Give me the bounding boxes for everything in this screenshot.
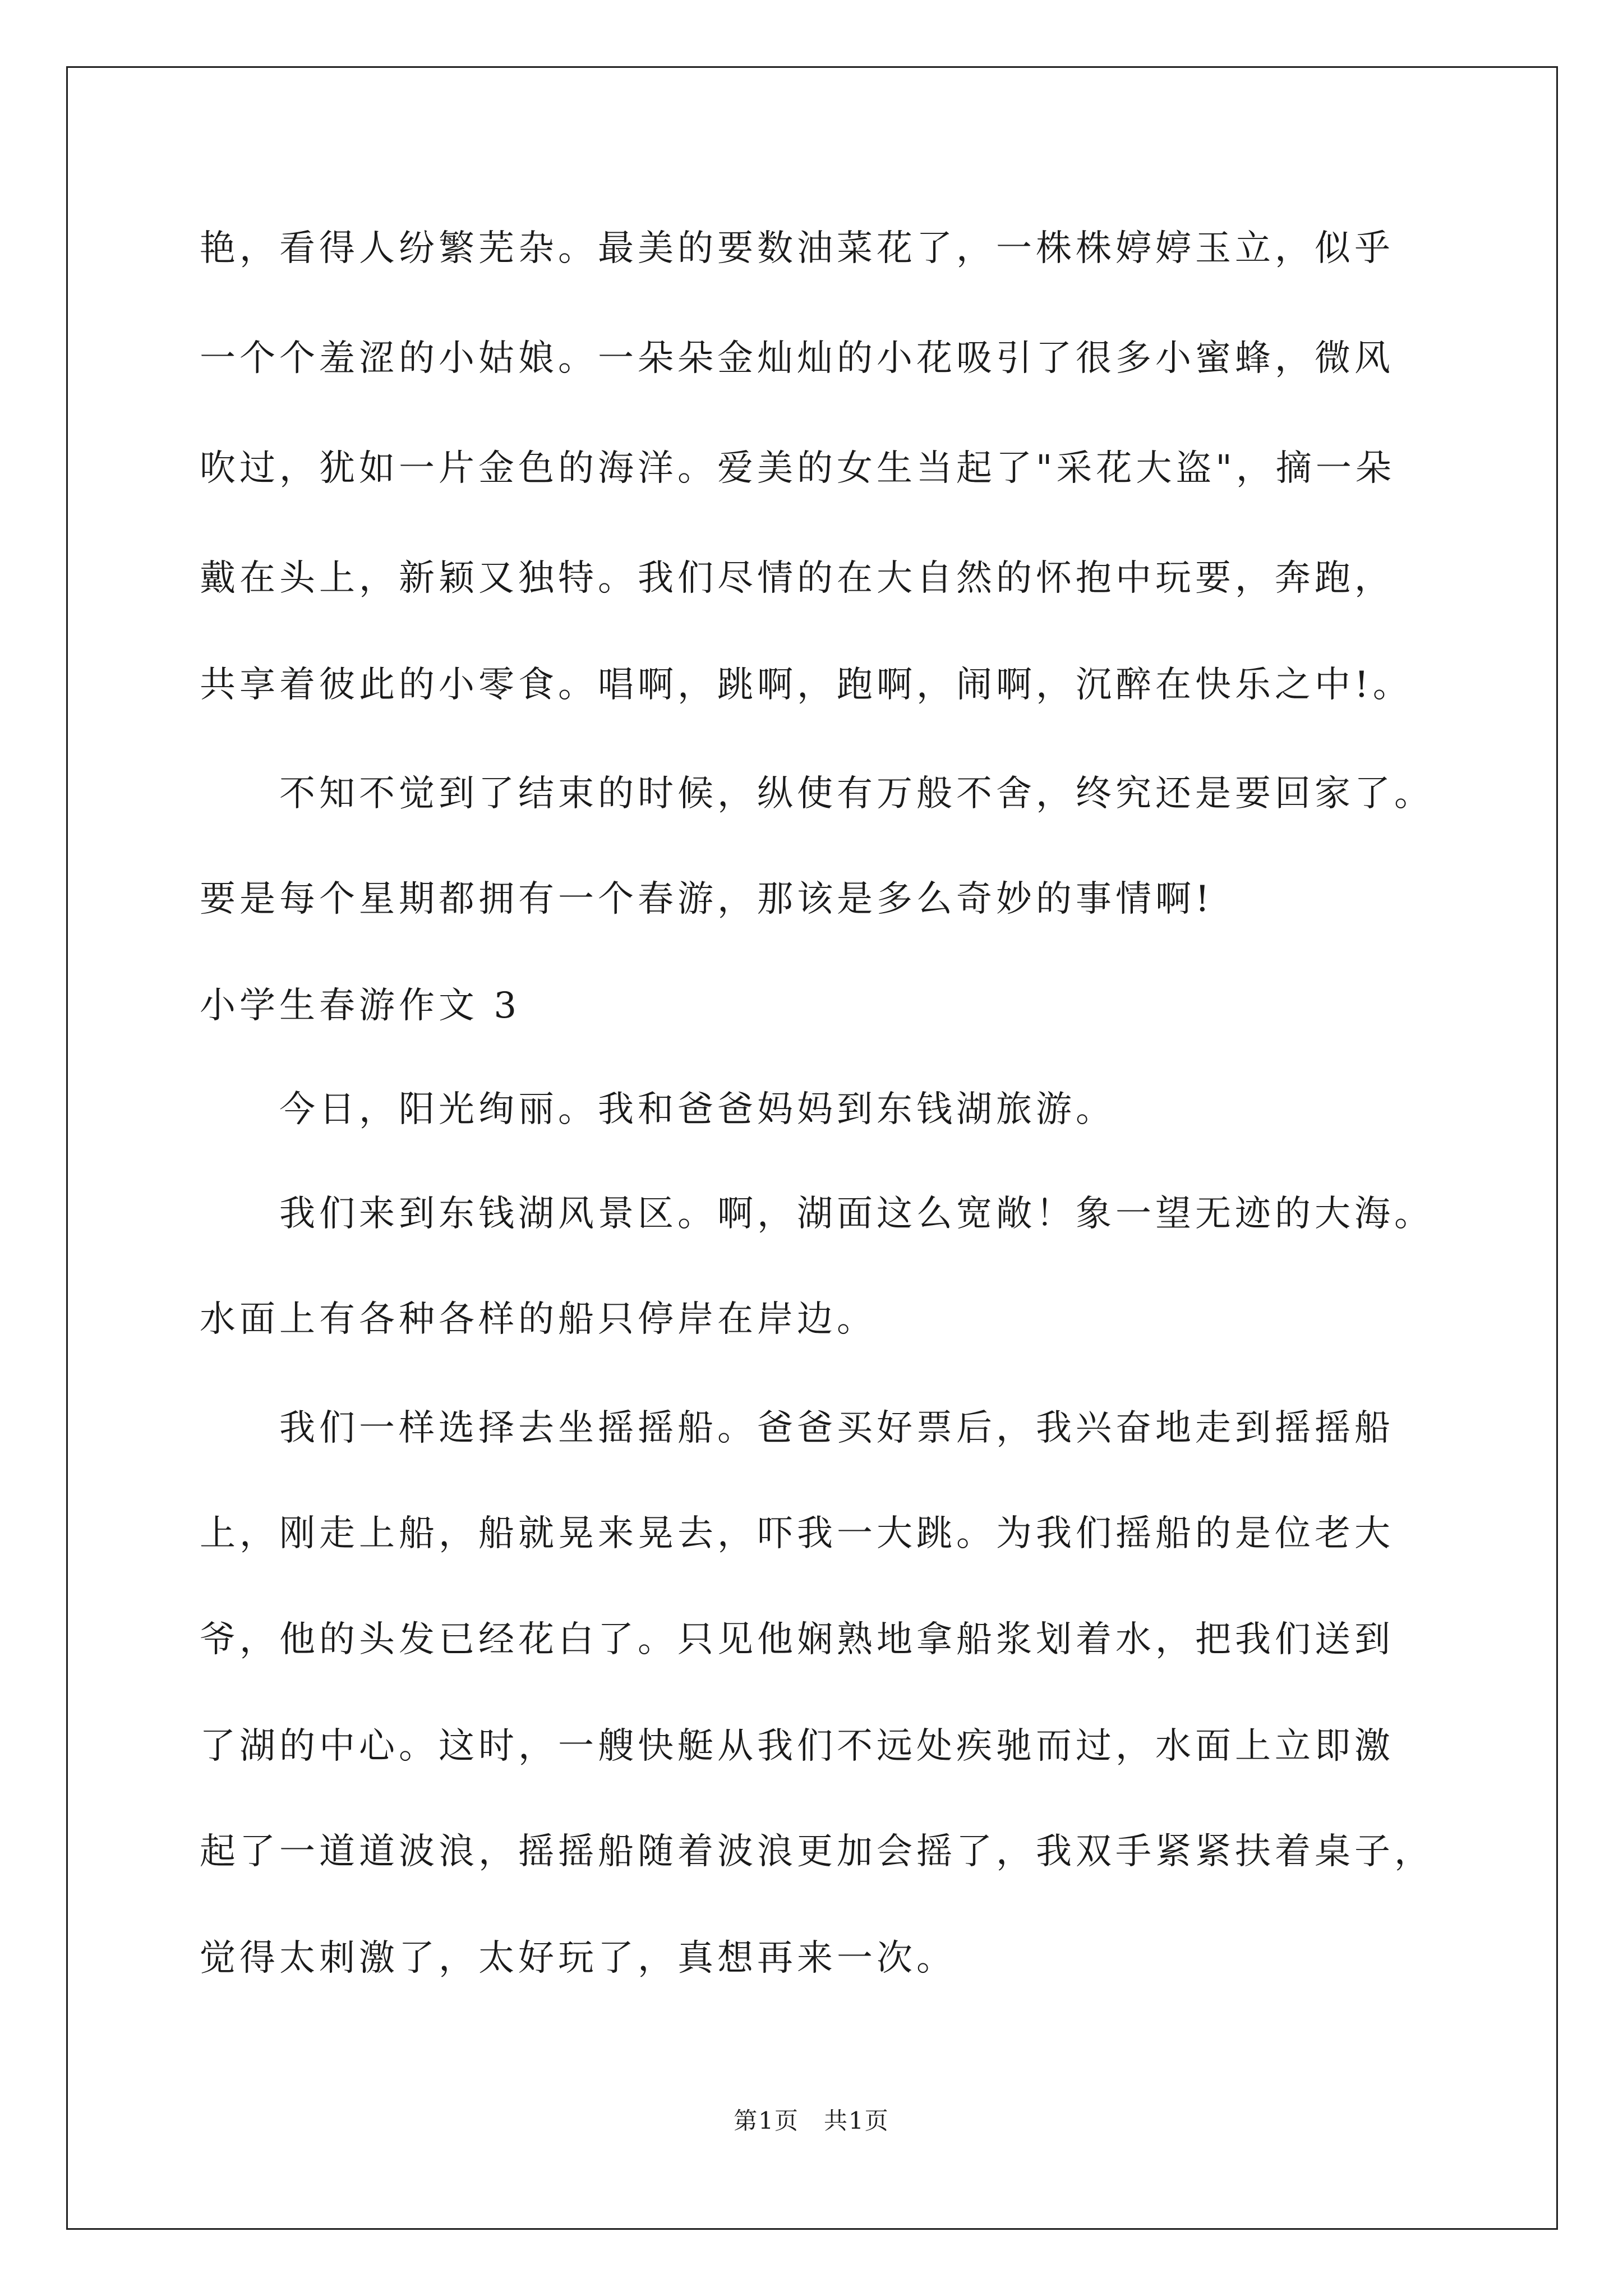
text-line: 不知不觉到了结束的时候，纵使有万般不舍，终究还是要回家了。	[200, 773, 1434, 815]
text-line: 戴在头上，新颖又独特。我们尽情的在大自然的怀抱中玩要，奔跑，	[200, 558, 1394, 599]
text-line: 水面上有各种各样的船只停岸在岸边。	[200, 1299, 877, 1340]
text-line: 爷，他的头发已经花白了。只见他娴熟地拿船浆划着水，把我们送到	[200, 1619, 1394, 1660]
text-line: 了湖的中心。这时，一艘快艇从我们不远处疾驰而过，水面上立即激	[200, 1726, 1394, 1767]
text-line: 我们一样选择去坐摇摇船。爸爸买好票后，我兴奋地走到摇摇船	[200, 1407, 1394, 1449]
text-line: 吹过，犹如一片金色的海洋。爱美的女生当起了"采花大盗"，摘一朵	[200, 448, 1395, 489]
section-heading: 小学生春游作文 3	[200, 985, 521, 1027]
page-border	[66, 66, 1558, 2230]
text-line: 一个个羞涩的小姑娘。一朵朵金灿灿的小花吸引了很多小蜜蜂，微风	[200, 338, 1394, 379]
text-line: 起了一道道波浪，摇摇船随着波浪更加会摇了，我双手紧紧扶着桌子，	[200, 1831, 1434, 1872]
text-line: 觉得太刺激了，太好玩了，真想再来一次。	[200, 1938, 956, 1979]
text-line: 要是每个星期都拥有一个春游，那该是多么奇妙的事情啊!	[200, 878, 1214, 920]
text-line: 今日，阳光绚丽。我和爸爸妈妈到东钱湖旅游。	[200, 1089, 1115, 1130]
page-footer: 第1页 共1页	[734, 2107, 889, 2134]
text-line: 上，刚走上船，船就晃来晃去，吓我一大跳。为我们摇船的是位老大	[200, 1513, 1394, 1554]
text-line: 艳，看得人纷繁芜杂。最美的要数油菜花了，一株株婷婷玉立，似乎	[200, 228, 1394, 269]
text-line: 我们来到东钱湖风景区。啊，湖面这么宽敞！象一望无迹的大海。	[200, 1193, 1434, 1235]
text-line: 共享着彼此的小零食。唱啊，跳啊，跑啊，闹啊，沉醉在快乐之中!。	[200, 664, 1413, 706]
